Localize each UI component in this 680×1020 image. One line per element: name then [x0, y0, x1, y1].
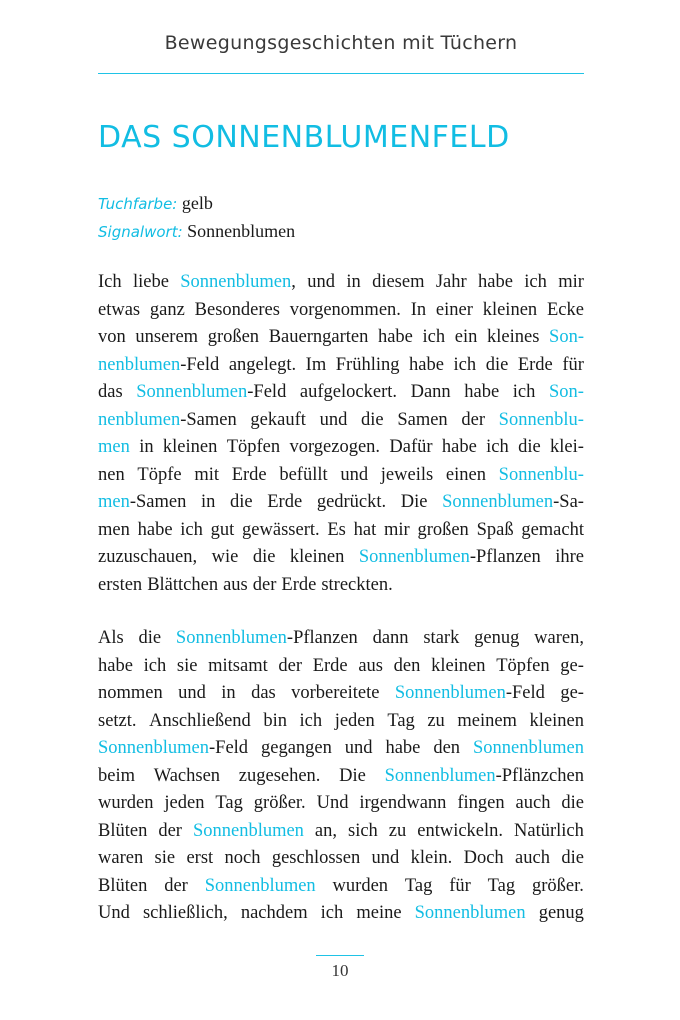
word: fingen — [457, 793, 505, 813]
word: kleines — [487, 327, 540, 347]
text-line — [98, 790, 584, 818]
word: meine — [356, 903, 402, 923]
word: Ecke — [546, 299, 584, 320]
text-line — [98, 269, 584, 297]
word: mir — [558, 272, 584, 292]
word: Spaß — [476, 519, 514, 540]
word: ich — [422, 327, 446, 347]
text-line — [98, 572, 584, 600]
word: noch — [224, 848, 261, 868]
text-line — [98, 873, 584, 901]
word: sie — [154, 848, 176, 868]
word: Die — [400, 492, 428, 512]
word: Jahr — [435, 272, 467, 292]
word: zugesehen. — [238, 765, 321, 786]
word: vorgezogen. — [289, 437, 381, 457]
word: klei- — [550, 437, 584, 457]
word: der — [252, 574, 277, 595]
word: kleinen — [482, 299, 538, 320]
word: unserem — [135, 327, 199, 347]
word: und — [340, 464, 369, 485]
word: auch — [515, 848, 550, 868]
word: Tag — [487, 875, 516, 896]
word: habe — [377, 327, 413, 347]
word: diesem — [372, 272, 425, 292]
word: Töpfe — [137, 464, 182, 485]
word: hat — [353, 519, 377, 540]
signal-word: Sonnenblumen — [175, 628, 287, 648]
word: Dafür — [389, 437, 433, 457]
signal-word: nenblumen — [98, 409, 181, 430]
word: genug — [538, 903, 584, 923]
tuchfarbe-label: Tuchfarbe: — [98, 195, 178, 213]
story-paragraph-1 — [98, 269, 584, 599]
word: ich — [512, 382, 536, 402]
running-header: Bewegungsgeschichten mit Tüchern — [164, 32, 518, 54]
text-line — [98, 434, 584, 462]
word: klein. — [410, 848, 453, 868]
word: zu — [388, 820, 407, 841]
word: Tag — [215, 793, 243, 813]
word: das — [251, 683, 276, 703]
word: für — [562, 354, 584, 375]
word: liebe — [132, 272, 169, 292]
word: großen — [417, 519, 469, 540]
signal-word: Son- — [549, 327, 584, 347]
text-line — [98, 407, 584, 435]
word: Erde — [312, 655, 348, 676]
signal-word: Son- — [549, 382, 584, 402]
text-line — [98, 625, 584, 653]
word: sich — [348, 820, 378, 841]
text-line — [98, 708, 584, 736]
word: sie — [176, 655, 198, 676]
word: bin — [263, 710, 287, 731]
word: der — [164, 875, 188, 896]
word: einen — [445, 464, 486, 485]
word: entwickeln. — [417, 820, 504, 841]
word: waren, — [534, 628, 584, 648]
word: die — [518, 437, 541, 457]
signal-word: Sonnenblumen — [136, 382, 248, 402]
text-line — [98, 845, 584, 873]
word: Besonderes — [194, 299, 280, 320]
word: nen — [98, 464, 125, 485]
signal-word: Sonnenblumen — [204, 875, 316, 896]
word: nenblumen-Samen — [98, 409, 237, 430]
tuchfarbe-row — [98, 190, 295, 218]
word: die — [561, 848, 584, 868]
word: die — [230, 492, 253, 512]
signal-word: Sonnenblu- — [498, 464, 584, 485]
signal-word: Sonnenblumen — [180, 272, 292, 292]
word: wie — [211, 547, 239, 567]
signal-word: Sonnenblumen — [384, 765, 496, 786]
word: Blüten — [98, 820, 148, 841]
word: das — [98, 382, 123, 402]
word: Tag — [404, 875, 433, 896]
word: habe — [98, 655, 133, 676]
word: ganz — [149, 299, 185, 320]
word: gemacht — [521, 519, 584, 540]
word: gewässert. — [242, 519, 320, 540]
word: habe — [477, 272, 513, 292]
word: die — [138, 628, 162, 648]
word: mitsamt — [208, 655, 268, 676]
page-number: 10 — [331, 961, 349, 980]
word — [205, 873, 316, 901]
word: wurden — [332, 875, 389, 896]
word: und — [344, 738, 373, 758]
word: Wachsen — [153, 765, 221, 786]
word: Sonnenblumen-Pflänzchen — [384, 765, 584, 786]
word: kleinen — [289, 547, 345, 567]
text-line — [98, 324, 584, 352]
signalwort-value: Sonnenblumen — [187, 221, 296, 241]
text-line — [98, 653, 584, 681]
word: ge- — [560, 655, 584, 676]
word: genug — [474, 628, 520, 648]
word — [473, 735, 584, 763]
word: wurden — [98, 793, 154, 813]
word: zuzuschauen, — [98, 547, 198, 567]
word: zu — [427, 710, 445, 731]
word: ge- — [560, 683, 584, 703]
word: die — [485, 354, 509, 375]
word: Ich — [98, 272, 122, 292]
word: men-Samen — [98, 492, 187, 512]
word: Sonnenblumen-Pflanzen — [358, 547, 541, 567]
word: meinem — [457, 710, 517, 731]
word: habe — [385, 738, 421, 758]
word: von — [98, 327, 126, 347]
word: gegangen — [260, 738, 332, 758]
word: habe — [464, 382, 500, 402]
word: habe — [441, 437, 477, 457]
word: Die — [339, 765, 366, 786]
word: ihre — [555, 547, 584, 567]
word: in — [201, 492, 216, 512]
word: kleinen — [529, 710, 584, 731]
word: Sonnenblumen-Feld — [394, 683, 545, 703]
word: einer — [435, 299, 473, 320]
word: mir — [383, 519, 410, 540]
word: Töpfen — [226, 437, 281, 457]
word: Anschließend — [149, 710, 251, 731]
word: ich — [524, 272, 547, 292]
word: Sonnenblumen-Sa- — [442, 492, 584, 512]
signal-word: Sonnenblumen — [414, 903, 526, 923]
tuchfarbe-value: gelb — [181, 193, 213, 213]
word: angelegt. — [228, 354, 297, 375]
word: Dann — [410, 382, 451, 402]
word: mit — [194, 464, 219, 485]
word: der — [158, 820, 182, 841]
text-line — [98, 517, 584, 545]
word: Sonnenblumen, — [180, 272, 296, 292]
word: Frühling — [335, 354, 400, 375]
word: Sonnenblumen-Feld — [98, 738, 249, 758]
signalwort-row — [98, 218, 295, 246]
word: Bauerngarten — [268, 327, 369, 347]
text-line — [98, 352, 584, 380]
word: etwas — [98, 299, 141, 320]
word: erst — [186, 848, 214, 868]
word: streckten. — [321, 574, 393, 595]
word: größer. — [532, 875, 584, 896]
word: den — [393, 655, 421, 676]
word: Erde — [231, 464, 267, 485]
signalwort-label: Signalwort: — [98, 223, 183, 241]
word: Erde — [267, 492, 303, 512]
word: Es — [327, 519, 346, 540]
word — [193, 818, 304, 846]
word: nenblumen-Feld — [98, 354, 220, 375]
word: aus — [358, 655, 383, 676]
word: und — [371, 848, 400, 868]
word: Samen — [397, 409, 448, 430]
word: irgendwann — [359, 793, 447, 813]
text-line — [98, 544, 584, 572]
word: vorbereitete — [291, 683, 380, 703]
text-line — [98, 489, 584, 517]
word: Und — [316, 793, 349, 813]
word: men — [98, 519, 130, 540]
word: Blüten — [98, 875, 148, 896]
signal-word: Sonnenblumen — [394, 683, 506, 703]
word: habe — [409, 354, 444, 375]
story-meta — [98, 190, 295, 246]
word: und — [319, 409, 348, 430]
text-line — [98, 379, 584, 407]
text-line — [98, 297, 584, 325]
word: Im — [305, 354, 327, 375]
word — [499, 407, 584, 435]
word: setzt. — [98, 710, 137, 731]
word: Tag — [387, 710, 415, 731]
word: In — [410, 299, 427, 320]
word: aufgelockert. — [299, 382, 397, 402]
word: gekauft — [250, 409, 306, 430]
word: ich — [453, 354, 477, 375]
word: in — [139, 437, 154, 457]
word: vorgenommen. — [289, 299, 401, 320]
word: schließlich, — [142, 903, 228, 923]
signal-word: men — [98, 437, 130, 457]
signal-word: nenblumen — [98, 354, 181, 375]
signal-word: Sonnenblumen — [358, 547, 470, 567]
word: gedrückt. — [316, 492, 387, 512]
word: Töpfen — [496, 655, 550, 676]
word: Natürlich — [514, 820, 584, 841]
word: die — [561, 793, 584, 813]
signal-word: Sonnenblumen — [442, 492, 554, 512]
word — [415, 900, 526, 928]
word: stark — [423, 628, 460, 648]
text-line — [98, 818, 584, 846]
word: Und — [98, 903, 130, 923]
word: nommen — [98, 683, 163, 703]
word: Als — [98, 628, 124, 648]
word — [549, 379, 584, 407]
word: auch — [515, 793, 551, 813]
word: Blättchen — [147, 574, 219, 595]
footer-divider — [316, 955, 364, 956]
signal-word: Sonnenblumen — [192, 820, 304, 841]
text-line — [98, 763, 584, 791]
story-title: DAS SONNENBLUMENFELD — [98, 120, 510, 155]
signal-word: men — [98, 492, 130, 512]
word: kleinen — [431, 655, 486, 676]
word: gut — [210, 519, 235, 540]
text-line — [98, 462, 584, 490]
word: aus — [223, 574, 248, 595]
word — [499, 462, 584, 490]
word: ich — [486, 437, 509, 457]
signal-word: Sonnenblumen — [472, 738, 584, 758]
word: der — [461, 409, 485, 430]
word: Erde — [281, 574, 317, 595]
word: ersten — [98, 574, 143, 595]
word: in — [221, 683, 236, 703]
word: waren — [98, 848, 144, 868]
word: ich — [320, 903, 344, 923]
word: in — [346, 272, 361, 292]
word: Doch — [463, 848, 504, 868]
word: dann — [372, 628, 409, 648]
word — [98, 434, 130, 462]
word: jeden — [334, 710, 375, 731]
word: die — [252, 547, 276, 567]
word: und — [307, 272, 335, 292]
signal-word: Sonnenblumen — [98, 738, 209, 758]
word: nachdem — [240, 903, 308, 923]
header-divider — [98, 73, 584, 74]
signal-word: Sonnenblu- — [498, 409, 584, 430]
word: größer. — [253, 793, 306, 813]
text-line — [98, 680, 584, 708]
text-line — [98, 900, 584, 928]
text-line — [98, 735, 584, 763]
word: Sonnenblumen-Pflanzen — [175, 628, 358, 648]
word: ich — [143, 655, 167, 676]
story-paragraph-2 — [98, 625, 584, 928]
word: ich — [299, 710, 323, 731]
word: und — [178, 683, 206, 703]
word: großen — [207, 327, 260, 347]
word — [549, 324, 584, 352]
word: Erde — [517, 354, 553, 375]
word: für — [449, 875, 471, 896]
word: der — [278, 655, 303, 676]
word: befüllt — [279, 464, 328, 485]
word: die — [361, 409, 384, 430]
word: kleinen — [162, 437, 218, 457]
word: an, — [314, 820, 338, 841]
word: jeweils — [380, 464, 434, 485]
word: jeden — [164, 793, 205, 813]
word: habe — [137, 519, 173, 540]
word: Sonnenblumen-Feld — [136, 382, 287, 402]
word: geschlossen — [271, 848, 361, 868]
word: den — [433, 738, 461, 758]
word: ich — [180, 519, 203, 540]
word: ein — [454, 327, 478, 347]
word: beim — [98, 765, 135, 786]
